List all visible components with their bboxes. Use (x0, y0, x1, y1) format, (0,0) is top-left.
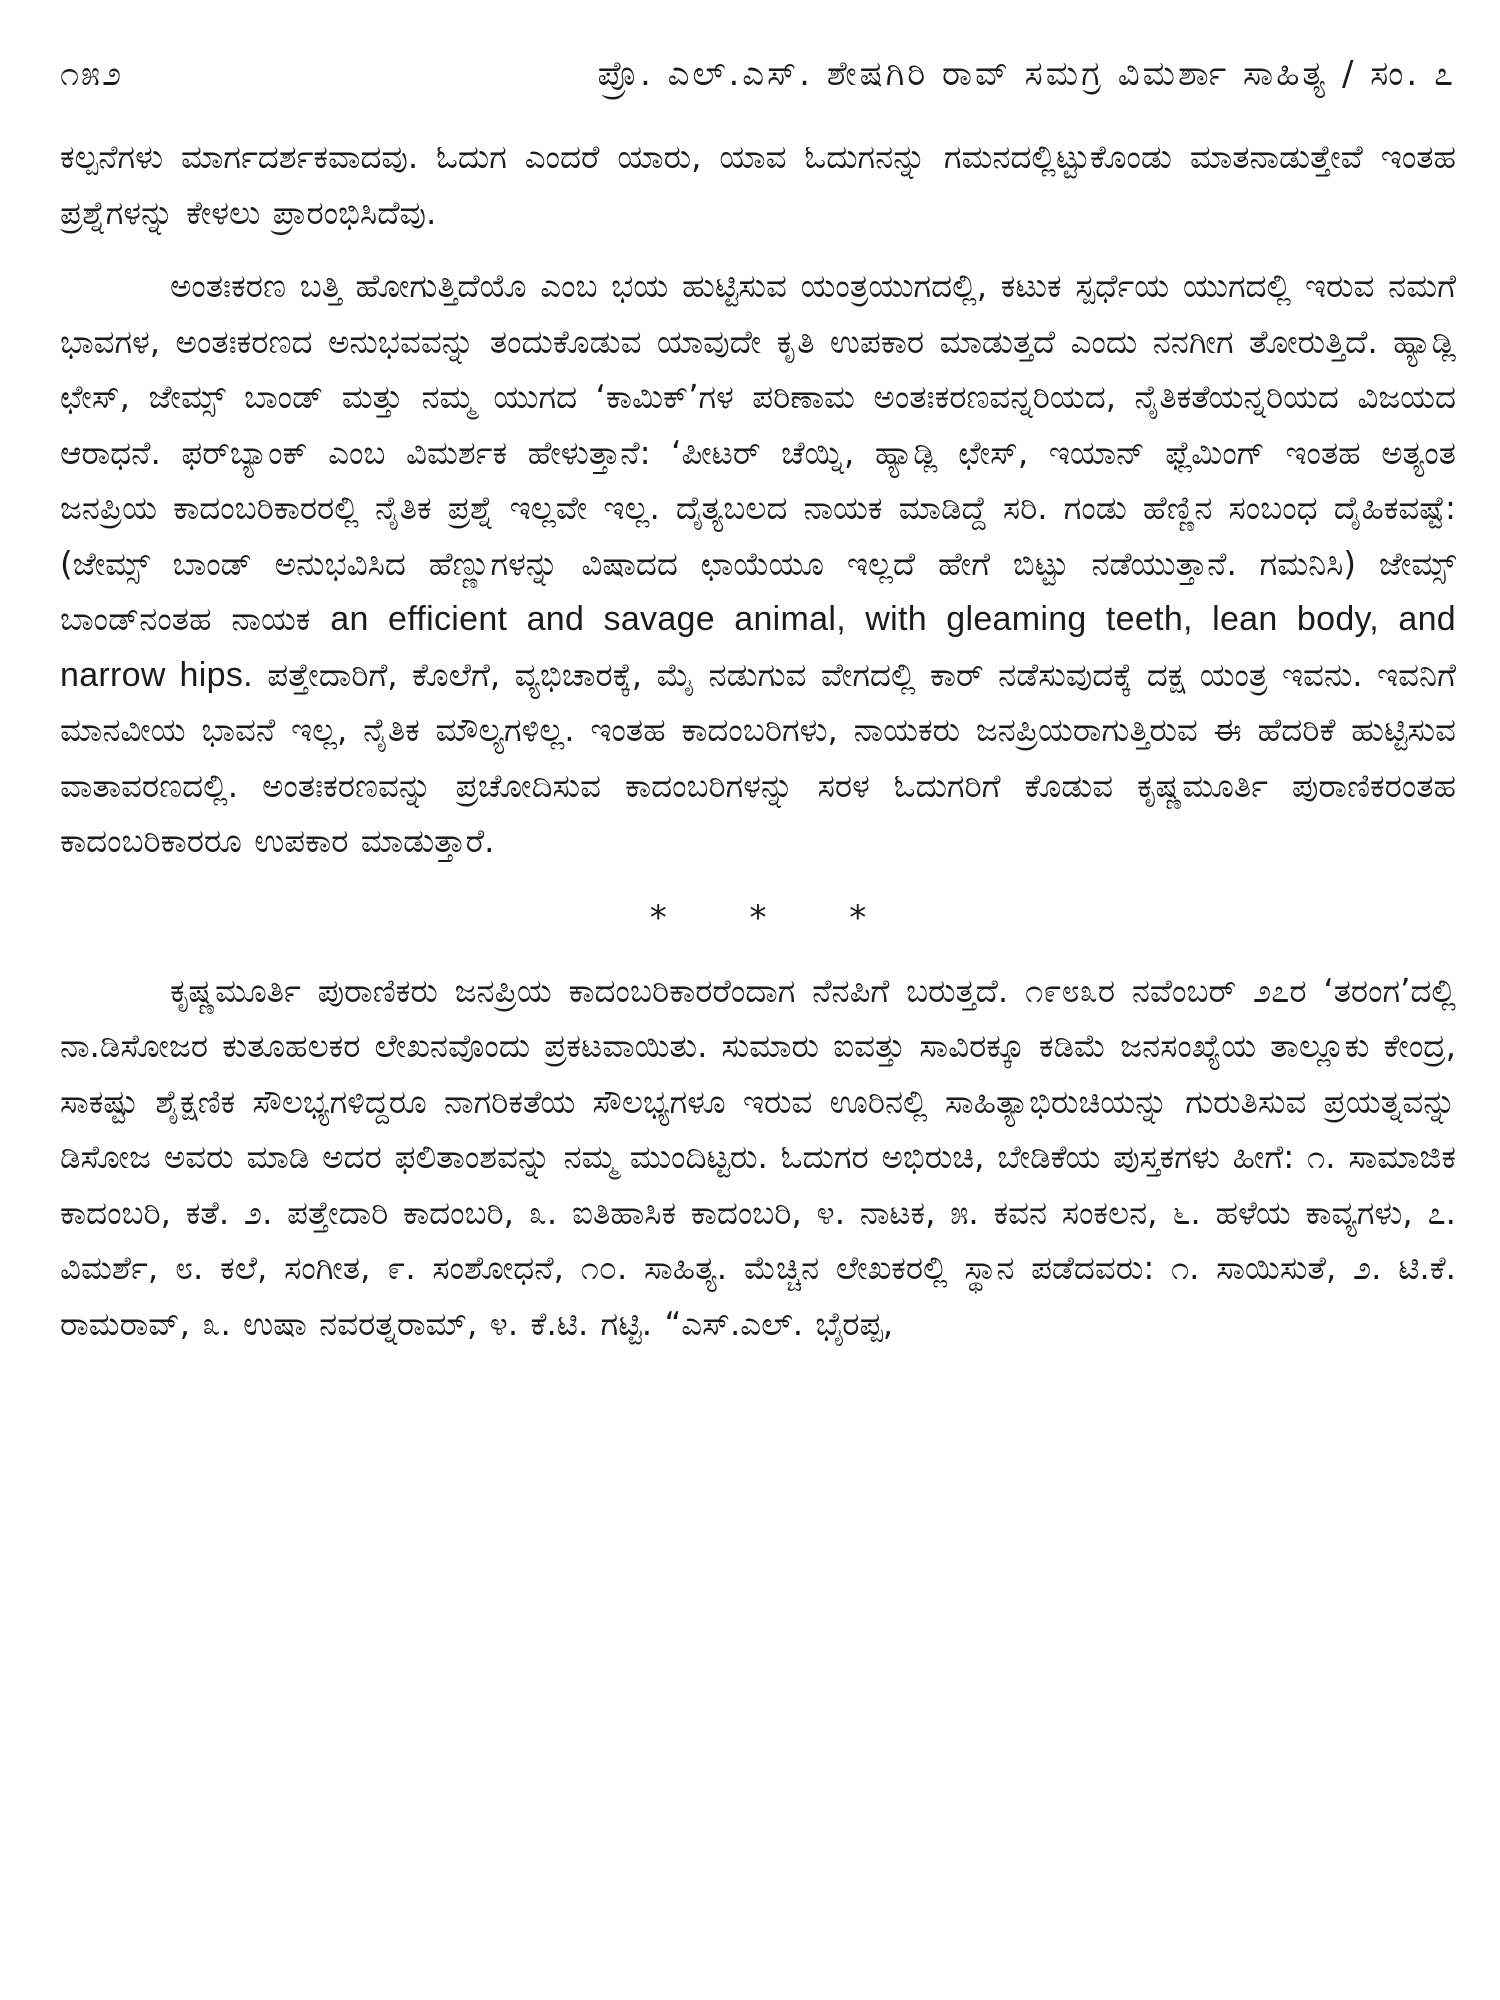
paragraph-2-text-end: ಪತ್ತೇದಾರಿಗೆ, ಕೊಲೆಗೆ, ವ್ಯಭಿಚಾರಕ್ಕೆ, ಮೈ ನಡುಗುವ ವೇಗದಲ್ಲಿ ಕಾರ್ ನಡೆಸುವುದಕ್ಕೆ ದಕ್ಷ ಯಂತ್ರ ಇವನು. ಇವನಿಗೆ ಮಾನವೀಯ ಭಾವನೆ ಇಲ್ಲ, ನೈತಿಕ ಮೌಲ್ಯಗಳಿಲ್ಲ. ಇಂತಹ ಕಾದಂಬರಿಗಳು, ನಾಯಕರು ಜನಪ್ರಿಯರಾಗುತ್ತಿರುವ ಈ ಹೆದರಿಕೆ ಹುಟ್ಟಿಸುವ ವಾತಾವರಣದಲ್ಲಿ. ಅಂತಃಕರಣವನ್ನು ಪ್ರಚೋದಿಸುವ ಕಾದಂಬರಿಗಳನ್ನು ಸರಳ ಓದುಗರಿಗೆ ಕೊಡುವ ಕೃಷ್ಣಮೂರ್ತಿ ಪುರಾಣಿಕರಂತಹ ಕಾದಂಬರಿಕಾರರೂ ಉಪಕಾರ ಮಾಡುತ್ತಾರೆ. (60, 655, 1456, 860)
running-header (60, 48, 1456, 100)
page-number: ೧೫೨ (60, 54, 124, 94)
paragraph-3: ಕೃಷ್ಣಮೂರ್ತಿ ಪುರಾಣಿಕರು ಜನಪ್ರಿಯ ಕಾದಂಬರಿಕಾರರೆಂದಾಗ ನೆನಪಿಗೆ ಬರುತ್ತದೆ. ೧೯೮೩ರ ನವೆಂಬರ್ ೨೭ರ ‘ತರಂಗ’ದಲ್ಲಿ ನಾ.ಡಿಸೋಜರ ಕುತೂಹಲಕರ ಲೇಖನವೊಂದು ಪ್ರಕಟವಾಯಿತು. ಸುಮಾರು ಐವತ್ತು ಸಾವಿರಕ್ಕೂ ಕಡಿಮೆ ಜನಸಂಖ್ಯೆಯ ತಾಲ್ಲೂಕು ಕೇಂದ್ರ, ಸಾಕಷ್ಟು ಶೈಕ್ಷಣಿಕ ಸೌಲಭ್ಯಗಳಿದ್ದರೂ ನಾಗರಿಕತೆಯ ಸೌಲಭ್ಯಗಳೂ ಇರುವ ಊರಿನಲ್ಲಿ ಸಾಹಿತ್ಯಾಭಿರುಚಿಯನ್ನು ಗುರುತಿಸುವ ಪ್ರಯತ್ನವನ್ನು ಡಿಸೋಜ ಅವರು ಮಾಡಿ ಅದರ ಫಲಿತಾಂಶವನ್ನು ನಮ್ಮ ಮುಂದಿಟ್ಟರು. ಓದುಗರ ಅಭಿರುಚಿ, ಬೇಡಿಕೆಯ ಪುಸ್ತಕಗಳು ಹೀಗೆ: ೧. ಸಾಮಾಜಿಕ ಕಾದಂಬರಿ, ಕತೆ. ೨. ಪತ್ತೇದಾರಿ ಕಾದಂಬರಿ, ೩. ಐತಿಹಾಸಿಕ ಕಾದಂಬರಿ, ೪. ನಾಟಕ, ೫. ಕವನ ಸಂಕಲನ, ೬. ಹಳೆಯ ಕಾವ್ಯಗಳು, ೭. ವಿಮರ್ಶೆ, ೮. ಕಲೆ, ಸಂಗೀತ, ೯. ಸಂಶೋಧನೆ, ೧೦. ಸಾಹಿತ್ಯ. ಮೆಚ್ಚಿನ ಲೇಖಕರಲ್ಲಿ ಸ್ಥಾನ ಪಡೆದವರು: ೧. ಸಾಯಿಸುತೆ, ೨. ಟಿ.ಕೆ. ರಾಮರಾವ್, ೩. ಉಷಾ ನವರತ್ನರಾಮ್, ೪. ಕೆ.ಟಿ. ಗಟ್ಟಿ. “ಎಸ್.ಎಲ್. ಭೈರಪ್ಪ, (60, 971, 1456, 1343)
book-title: ಪ್ರೊ. ಎಲ್.ಎಸ್. ಶೇಷಗಿರಿ ರಾವ್ ಸಮಗ್ರ ವಿಮರ್ಶಾ ಸಾಹಿತ್ಯ / ಸಂ. ೭ (597, 54, 1456, 94)
english-quotation: an efficient and savage animal, with gleaming teeth, lean body, and narrow hips. (60, 600, 1456, 694)
paragraph-2-text-start: ಅಂತಃಕರಣ ಬತ್ತಿ ಹೋಗುತ್ತಿದೆಯೊ ಎಂಬ ಭಯ ಹುಟ್ಟಿಸುವ ಯಂತ್ರಯುಗದಲ್ಲಿ, ಕಟುಕ ಸ್ಪರ್ಧೆಯ ಯುಗದಲ್ಲಿ ಇರುವ ನಮಗೆ ಭಾವಗಳ, ಅಂತಃಕರಣದ ಅನುಭವವನ್ನು ತಂದುಕೊಡುವ ಯಾವುದೇ ಕೃತಿ ಉಪಕಾರ ಮಾಡುತ್ತದೆ ಎಂದು ನನಗೀಗ ತೋರುತ್ತಿದೆ. ಹ್ಯಾಡ್ಲಿ ಛೇಸ್, ಜೇಮ್ಸ್ ಬಾಂಡ್ ಮತ್ತು ನಮ್ಮ ಯುಗದ ‘ಕಾಮಿಕ್’ಗಳ ಪರಿಣಾಮ ಅಂತಃಕರಣವನ್ನರಿಯದ, ನೈತಿಕತೆಯನ್ನರಿಯದ ವಿಜಯದ ಆರಾಧನೆ. ಫರ್‌ಬ್ಯಾಂಕ್ ಎಂಬ ವಿಮರ್ಶಕ ಹೇಳುತ್ತಾನೆ: ‘ಪೀಟರ್ ಚೆಯ್ನಿ, ಹ್ಯಾಡ್ಲಿ ಛೇಸ್, ಇಯಾನ್ ಫ್ಲೆಮಿಂಗ್ ಇಂತಹ ಅತ್ಯಂತ ಜನಪ್ರಿಯ ಕಾದಂಬರಿಕಾರರಲ್ಲಿ ನೈತಿಕ ಪ್ರಶ್ನೆ ಇಲ್ಲವೇ ಇಲ್ಲ. ದೈತ್ಯಬಲದ ನಾಯಕ ಮಾಡಿದ್ದೆ ಸರಿ. ಗಂಡು ಹೆಣ್ಣಿನ ಸಂಬಂಧ ದೈಹಿಕವಷ್ಟೆ: (ಜೇಮ್ಸ್ ಬಾಂಡ್ ಅನುಭವಿಸಿದ ಹೆಣ್ಣುಗಳನ್ನು ವಿಷಾದದ ಛಾಯೆಯೂ ಇಲ್ಲದೆ ಹೇಗೆ ಬಿಟ್ಟು ನಡೆಯುತ್ತಾನೆ. ಗಮನಿಸಿ) ಜೇಮ್ಸ್ ಬಾಂಡ್‌ನಂತಹ ನಾಯಕ (60, 267, 1456, 638)
section-break-asterisks: * * * (649, 897, 903, 938)
paragraph-1: ಕಲ್ಪನೆಗಳು ಮಾರ್ಗದರ್ಶಕವಾದವು. ಓದುಗ ಎಂದರೆ ಯಾರು, ಯಾವ ಓದುಗನನ್ನು ಗಮನದಲ್ಲಿಟ್ಟುಕೊಂಡು ಮಾತನಾಡುತ್ತೇವೆ ಇಂತಹ ಪ್ರಶ್ನೆಗಳನ್ನು ಕೇಳಲು ಪ್ರಾರಂಭಿಸಿದೆವು. (60, 138, 1456, 232)
paragraph-2 (60, 259, 1456, 870)
